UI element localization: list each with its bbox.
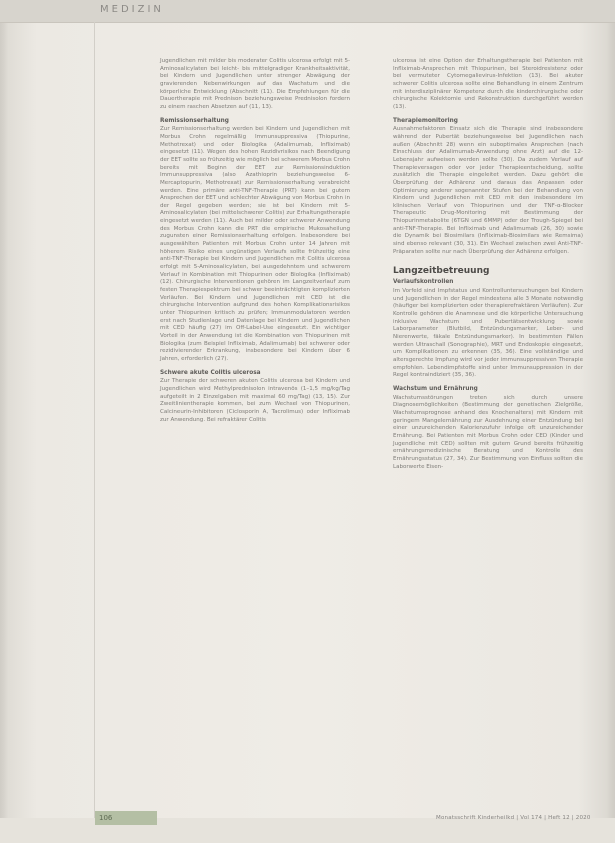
footer-bar <box>0 818 615 843</box>
section-heading: Remissionserhaltung <box>160 117 229 124</box>
right-column <box>393 58 583 477</box>
paragraph: Wachstumsstörungen treten sich durch unsere Diagnosemöglichkeiten (Bestimmung der genetischen Zielgröße, Wachstumsprognose anhand des Knochenalters) mit Kindern mit geringem Mangelernährung zur Ausdehnung einer Entzündung bei einer unzureichenden Kalorienzufuhr infolge oft unzureichender Ernährung. Bei Patienten mit Morbus Crohn oder CED (Kinder und Jugendliche mit CED) sollten mit gutem Grund bereits frühzeitig ernährungsmedizinische Beratung und Kontrolle des Ernährungsstatus (27, 34). Zur Bestimmung von Einfluss sollten die Laborwerte Eisen- <box>393 394 583 470</box>
paragraph: Jugendlichen mit milder bis moderater Colitis ulcerosa erfolgt mit 5-Aminosalicylaten bei leicht- bis mittelgradiger Krankheitsaktivität, bei Kindern und Jugendlichen unter strenger Abwägung der gravierenden Nebenwirkungen auf das Wachstum und die körperliche Entwicklung (Abschnitt (11). Die Empfehlungen für die Dauertherapie mit Prednison beziehungsweise Prednisolon fordern zu einem raschen Absetzen auf (11, 13). <box>160 58 350 110</box>
section-heading: Wachstum und Ernährung <box>393 385 478 392</box>
journal-reference: Monatsschrift Kinderheilkd | Vol 174 | Heft 12 | 2020 <box>436 815 591 821</box>
page-number: 106 <box>95 811 157 825</box>
section-heading: Therapiemonitoring <box>393 117 458 124</box>
section-heading: Verlaufskontrollen <box>393 279 454 286</box>
section-label: MEDIZIN <box>100 4 164 15</box>
header-band <box>0 0 615 23</box>
left-column <box>160 58 350 430</box>
paragraph: Zur Therapie der schweren akuten Colitis ulcerosa bei Kindern und Jugendlichen wird Methylprednisolon intravenös (1–1,5 mg/kg/Tag aufgeteilt in 2 Einzelgaben mit maximal 60 mg/Tag) (13, 15). Zur Zweitlinientherapie kommen, bei zum Wechsel von Thiopurinen, Calcineurin-Inhibitoren (Ciclosporin A, Tacrolimus) oder Infliximab zur Anwendung. Bei refraktärer Colitis <box>160 378 350 423</box>
paragraph: Ausnahmefaktoren Einsatz sich die Therapie sind insbesondere während der Pubertät beziehungsweise bei Jugendlichen nach außen (Abschnitt 28) wenn ein suboptimales Ansprechen (nach Einschluss der Adalimumab-Anwendung ohne Arzt) auf die 12-Lebensjahr aufweisen werden sollte (30). Da zudem Verlauf auf Therapieversagen oder vor jeder Therapieentscheidung, sollte zusätzlich die Therapie eingeleitet werden. Dazu gehört die Überprüfung der Adhärenz und daraus das Anpassen oder Optimierung anderer sogenannter Stufen bei der Behandlung von Kindern und Jugendlichen mit CED mit den insbesondere im klinischen Verlauf von Thiopurinen und der TNF-α-Blocker Therapeutic Drug-Monitoring mit Bestimmung der Thiopurinmetabolite (6TGN und 6MMP) oder der Trough-Spiegel bei anti-TNF-Therapie. Bei Infliximab und Adalimumab (26, 30) sowie die Dynamik bei Biosimilars (Infliximab-Biosimilars wie Remsima) sind ebenso relevant (30, 31). Ein Wechsel zwischen zwei Anti-TNF-Präparaten sollte nur nach Überprüfung der Adhärenz erfolgen. <box>393 126 583 255</box>
page-shadow-right <box>607 0 615 843</box>
paragraph: Zur Remissionserhaltung werden bei Kindern und Jugendlichen mit Morbus Crohn regelmäßig Immunsuppressiva (Thiopurine, Methotrexat) und oder Biologika (Adalimumab, Infliximab) eingesetzt (11). Wegen des hohen Rezidivrisikos nach Beendigung der EET sollte so frühzeitig wie möglich bei schwerem Morbus Crohn bereits mit Beginn der EET zur Remissionsinduktion Immunsuppressiva (also Azathioprin beziehungsweise 6-Mercaptopurin, Methotrexat) zur Remissionserhaltung verabreicht werden. Eine primäre anti-TNF-Therapie (PRT) kann bei gutem Ansprechen der EET und schlechter Abwägung von Morbus Crohn in der Regel gegeben werden; sie ist bei Kindern mit 5-Aminosalicylaten (bei mittelschwerer Colitis) zur Erhaltungstherapie eingesetzt werden (11). Auch bei milder oder schwerer Anwendung des Morbus Crohn kann die PRT die empirische Mukosaheilung zugunsten einer Remissionserhaltung erfolgen. Insbesondere bei ausgewählten Patienten mit Morbus Crohn unter 14 Jahren mit höherem Risiko eines ungünstigen Verlaufs sollte frühzeitig eine anti-TNF-Therapie bei Kindern und Jugendlichen mit Colitis ulcerosa erfolgt mit 5-Aminosalicylaten, bei ausgedehntem und schwerem Verlauf in Kombination mit Thiopurinen oder Biologika (Infliximab) (12). Chirurgische Interventionen gehören im Langzeitverlauf zum festen Therapiespektrum bei schwer beeinträchtigten komplizierten Verläufen. Bei Kindern und Jugendlichen mit CED ist die chirurgische Intervention aufgrund des hohen Komplikationsrisikos unter Thiopurinen kritisch zu prüfen; Immunmodulatoren werden erst nach Studienlage und Datenlage bei Kindern und Jugendlichen mit CED häufig (27) im Off-Label-Use eingesetzt. Ein wichtiger Vorteil in der Anwendung ist die Kombination von Thiopurinen mit Biologika (zum Beispiel Infliximab, Adalimumab) bei schwerer oder rezidivierender Erkrankung, insbesondere bei Kindern über 6 Jahren, erforderlich (27). <box>160 126 350 362</box>
major-section-heading: Langzeitbetreuung <box>393 266 490 277</box>
section-heading: Schwere akute Colitis ulcerosa <box>160 369 261 376</box>
page-shadow-left <box>0 0 8 843</box>
margin-rule <box>94 22 95 822</box>
paragraph: Im Vorfeld sind Impfstatus und Kontrolluntersuchungen bei Kindern und Jugendlichen in der Regel mindestens alle 3 Monate notwendig (häufiger bei komplizierten oder therapierefraktären Verläufen). Zur Kontrolle gehören die Anamnese und die körperliche Untersuchung inklusive Wachstum und Pubertätsentwicklung sowie Laborparameter (Blutbild, Entzündungsmarker, Leber- und Nierenwerte, fäkale Entzündungsmarker). In bestimmten Fällen werden Ultraschall (Sonographie), MRT und Endoskopie eingesetzt, um Komplikationen zu erkennen (35, 36). Eine vollständige und altersgerechte Impfung wird vor jeder immunsuppressiven Therapie empfohlen. Lebendimpfstoffe sind unter Immunsuppression in der Regel kontraindiziert (35, 36). <box>393 288 583 379</box>
paragraph: ulcerosa ist eine Option der Erhaltungstherapie bei Patienten mit Infliximab-Ansprechen mit Thiopurinen, bei Steroidresistenz oder bei vermuteter Cytomegalievirus-Infektion (13). Bei akuter schwerer Colitis ulcerosa sollte eine Behandlung in einem Zentrum mit interdisziplinärer Kompetenz durch die kinderchirurgische oder chirurgische Kolektomie und Rekonstruktion durchgeführt werden (13). <box>393 58 583 110</box>
